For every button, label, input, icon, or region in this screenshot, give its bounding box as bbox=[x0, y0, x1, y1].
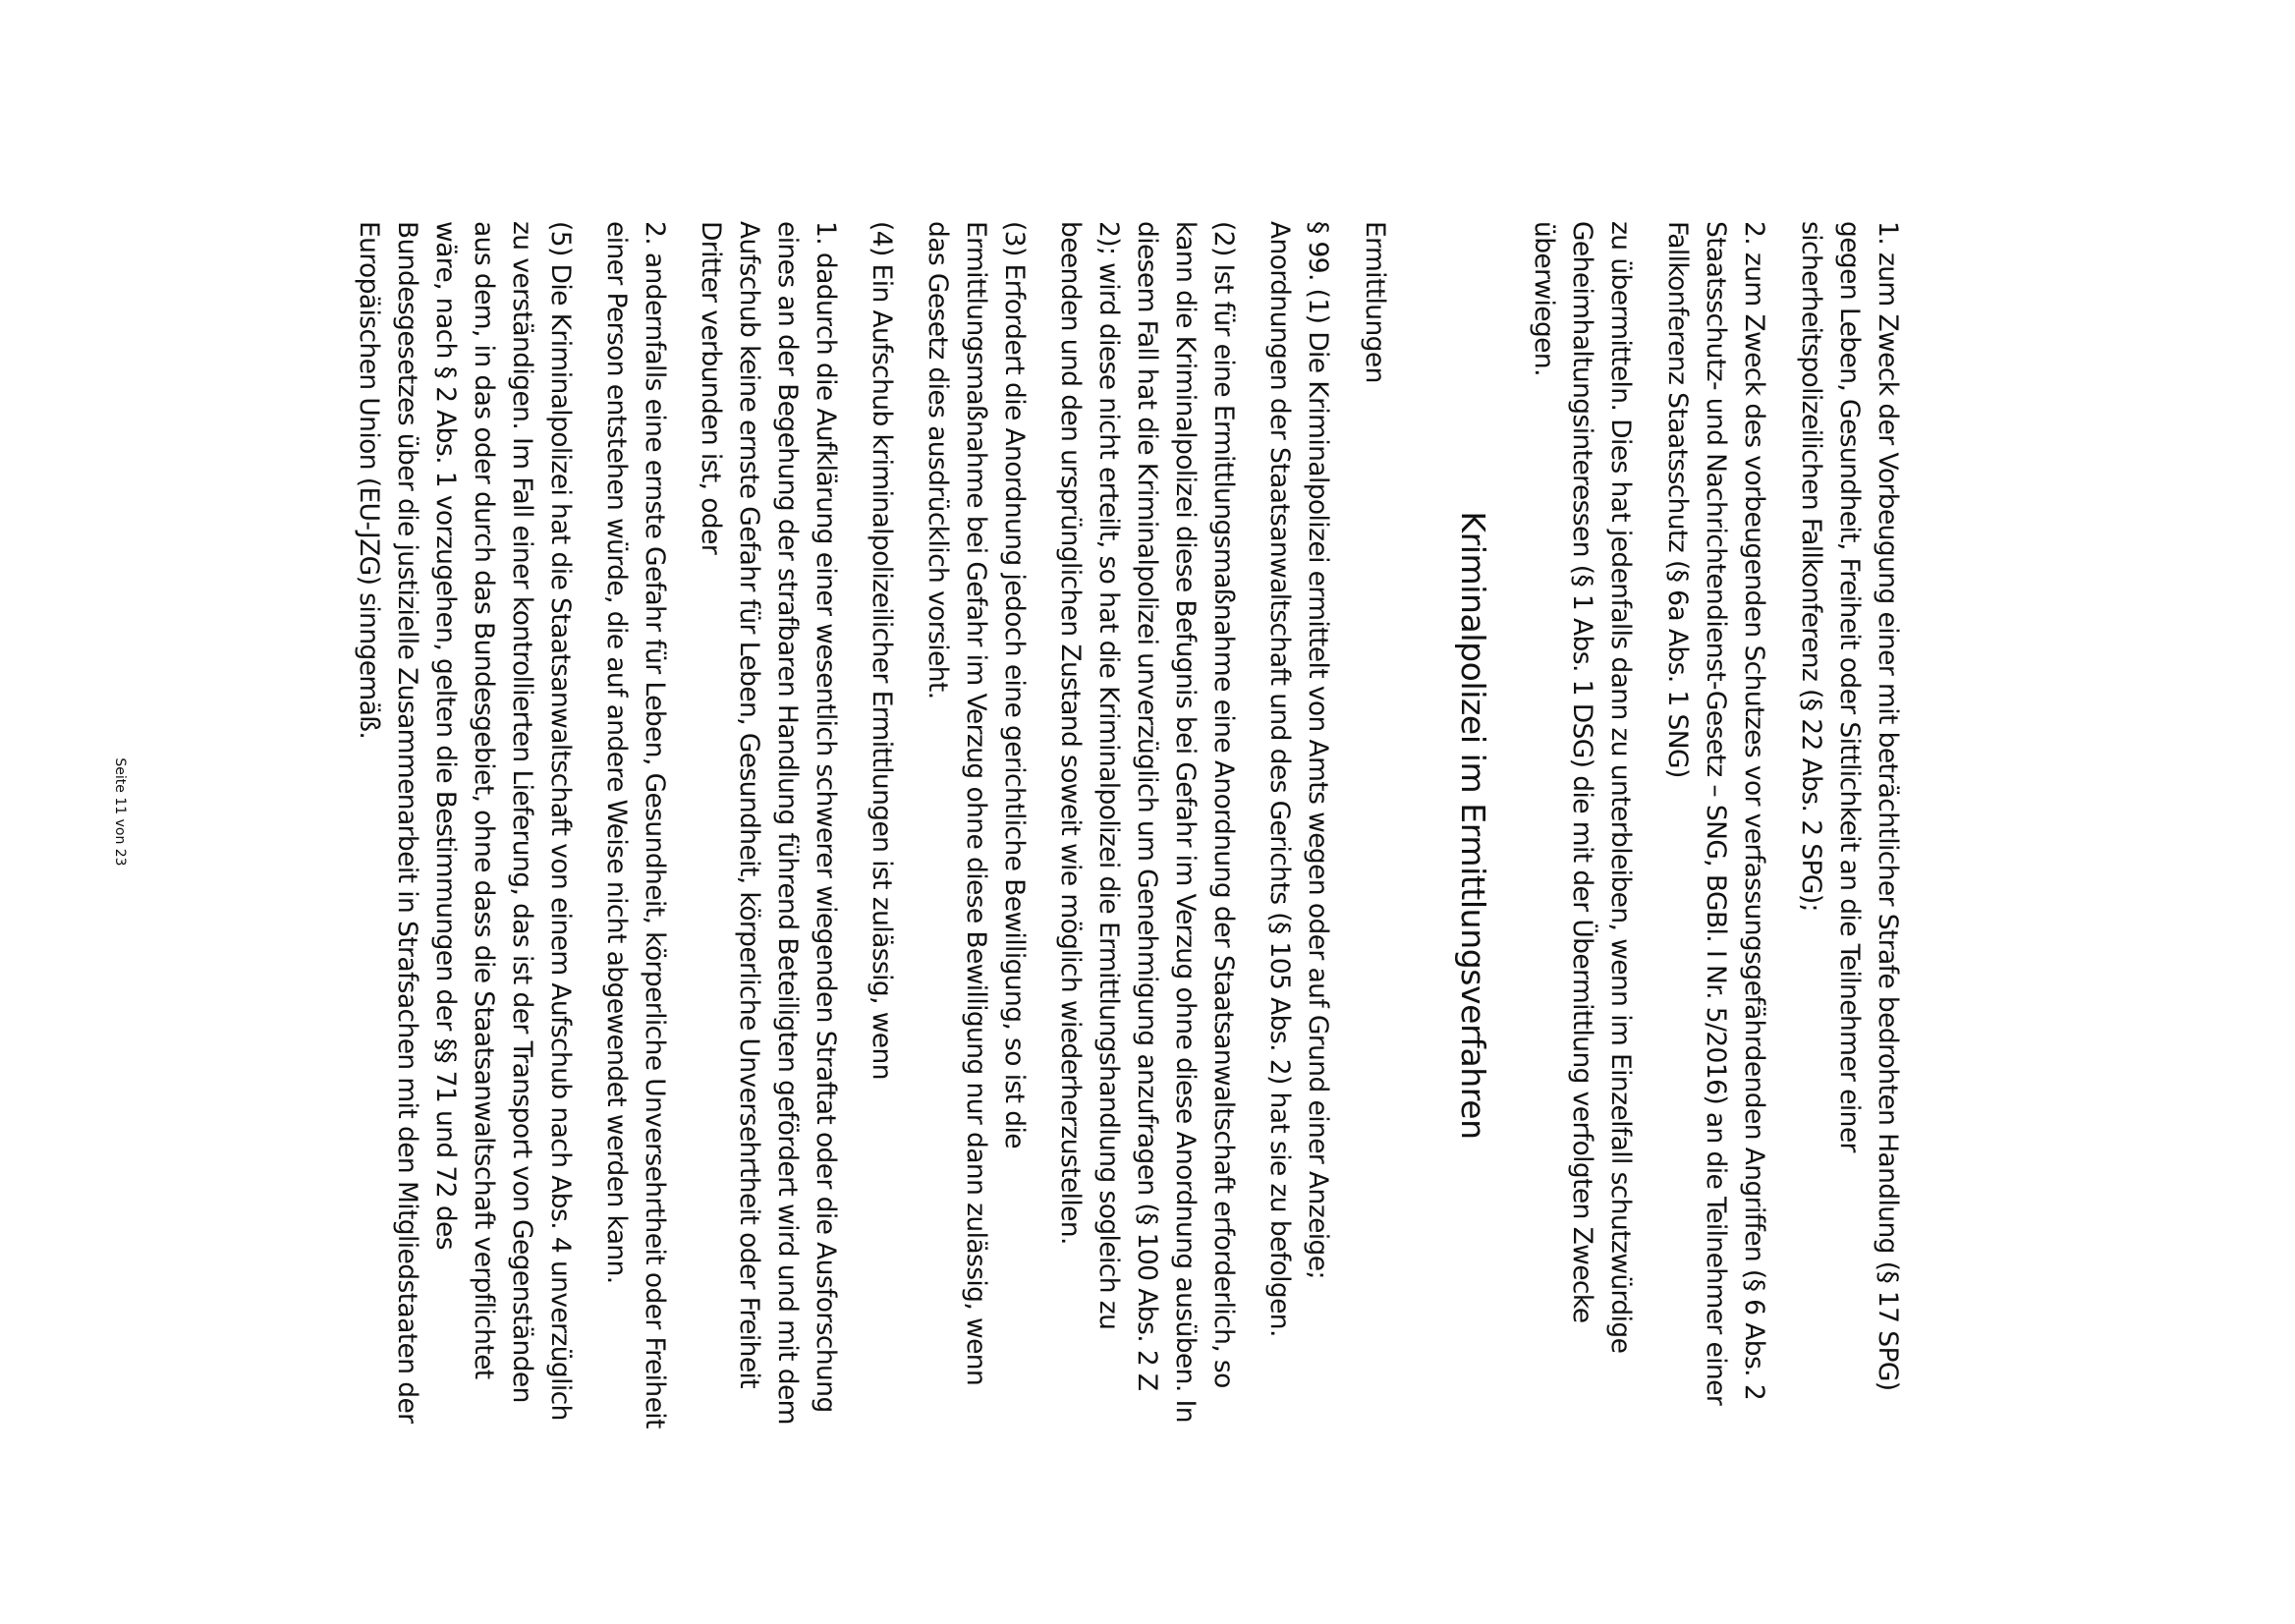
section-title: Kriminalpolizei im Ermittlungsverfahren bbox=[1454, 511, 1492, 1140]
closing-paragraph: zu übermitteln. Dies hat jedenfalls dann zu unterbleiben, wenn im Einzelfall schutzwürdige Geheimhaltungsinteressen (§ 1 Abs. 1 DSG) die mit der Übermittlung verfolgten Zwecke überwiegen. bbox=[1529, 221, 1636, 1354]
list-item-2: 2. zum Zweck des vorbeugenden Schutzes vor verfassungsgefährdenden Angriffen (§ 6 Abs. 2 Staatsschutz- und Nachrichtendienst-Gesetz – SNG, BGBl. I Nr. 5/2016) an die Teilnehmer einer Fallkonferenz Staatsschutz (§ 6a Abs. 1 SNG) bbox=[1662, 221, 1769, 1406]
paragraph-99-5: (5) Die Kriminalpolizei hat die Staatsanwaltschaft von einem Aufschub nach Abs. 4 unverzüglich zu verständigen. Im Fall einer kontrollierten Lieferung, das ist der Transport von Gegenständen aus dem, in das oder durch das Bundesgebiet, ohne dass die Staatsanwaltschaft verpflichtet wäre, nach § 2 Abs. 1 vorzugehen, gelten die Bestimmungen der §§ 71 und 72 des Bundesgesetzes über die justizielle Zusammenarbeit in Strafsachen mit den Mitgliedstaaten der Europäischen Union (EU-JZG) sinngemäß. bbox=[354, 221, 576, 1424]
paragraph-99-2: (2) Ist für eine Ermittlungsmaßnahme eine Anordnung der Staatsanwaltschaft erforderlich, so kann die Kriminalpolizei diese Befugnis bei Gefahr im Verzug ohne diese Anordnung ausüben. In diesem Fall hat die Kriminalpolizei unverzüglich um Genehmigung anzufragen (§ 100 Abs. 2 Z 2); wird diese nicht erteilt, so hat die Kriminalpolizei die Ermittlungshandlung sogleich zu beenden und den ursprünglichen Zustand soweit wie möglich wiederherzustellen. bbox=[1055, 221, 1239, 1423]
subheading: Ermittlungen bbox=[1360, 221, 1390, 383]
paragraph-99-1: § 99. (1) Die Kriminalpolizei ermittelt von Amts wegen oder auf Grund einer Anzeige; Anordnungen der Staatsanwaltschaft und des Gerichts (§ 105 Abs. 2) hat sie zu befolgen. bbox=[1264, 221, 1333, 1337]
paragraph-99-4: (4) Ein Aufschub kriminalpolizeilicher Ermittlungen ist zulässig, wenn bbox=[867, 221, 897, 1080]
list-item-1: 1. zum Zweck der Vorbeugung einer mit beträchtlicher Strafe bedrohten Handlung (§ 17 SPG) gegen Leben, Gesundheit, Freiheit oder Sittlichkeit an die Teilnehmer einer sicherheitspolizeilichen Fallkonferenz (§ 22 Abs. 2 SPG); bbox=[1796, 221, 1903, 1391]
paragraph-99-4-item-1: 1. dadurch die Aufklärung einer wesentlich schwerer wiegenden Straftat oder die Ausforschung eines an der Begehung der strafbaren Handlung führend Beteiligten gefördert wird und mit dem Aufschub keine ernste Gefahr für Leben, Gesundheit, körperliche Unversehrtheit oder Freiheit Dritter verbunden ist, oder bbox=[696, 221, 841, 1425]
paragraph-99-4-item-2: 2. andernfalls eine ernste Gefahr für Leben, Gesundheit, körperliche Unversehrtheit oder Freiheit einer Person entstehen würde, die auf andere Weise nicht abgewendet werden kann. bbox=[601, 221, 670, 1428]
page-content bbox=[332, 221, 1907, 1429]
paragraph-99-3: (3) Erfordert die Anordnung jedoch eine gerichtliche Bewilligung, so ist die Ermittlungsmaßnahme bei Gefahr im Verzug ohne diese Bewilligung nur dann zulässig, wenn das Gesetz dies ausdrücklich vorsieht. bbox=[923, 221, 1030, 1386]
page-footer: Seite 11 von 23 bbox=[112, 757, 128, 867]
